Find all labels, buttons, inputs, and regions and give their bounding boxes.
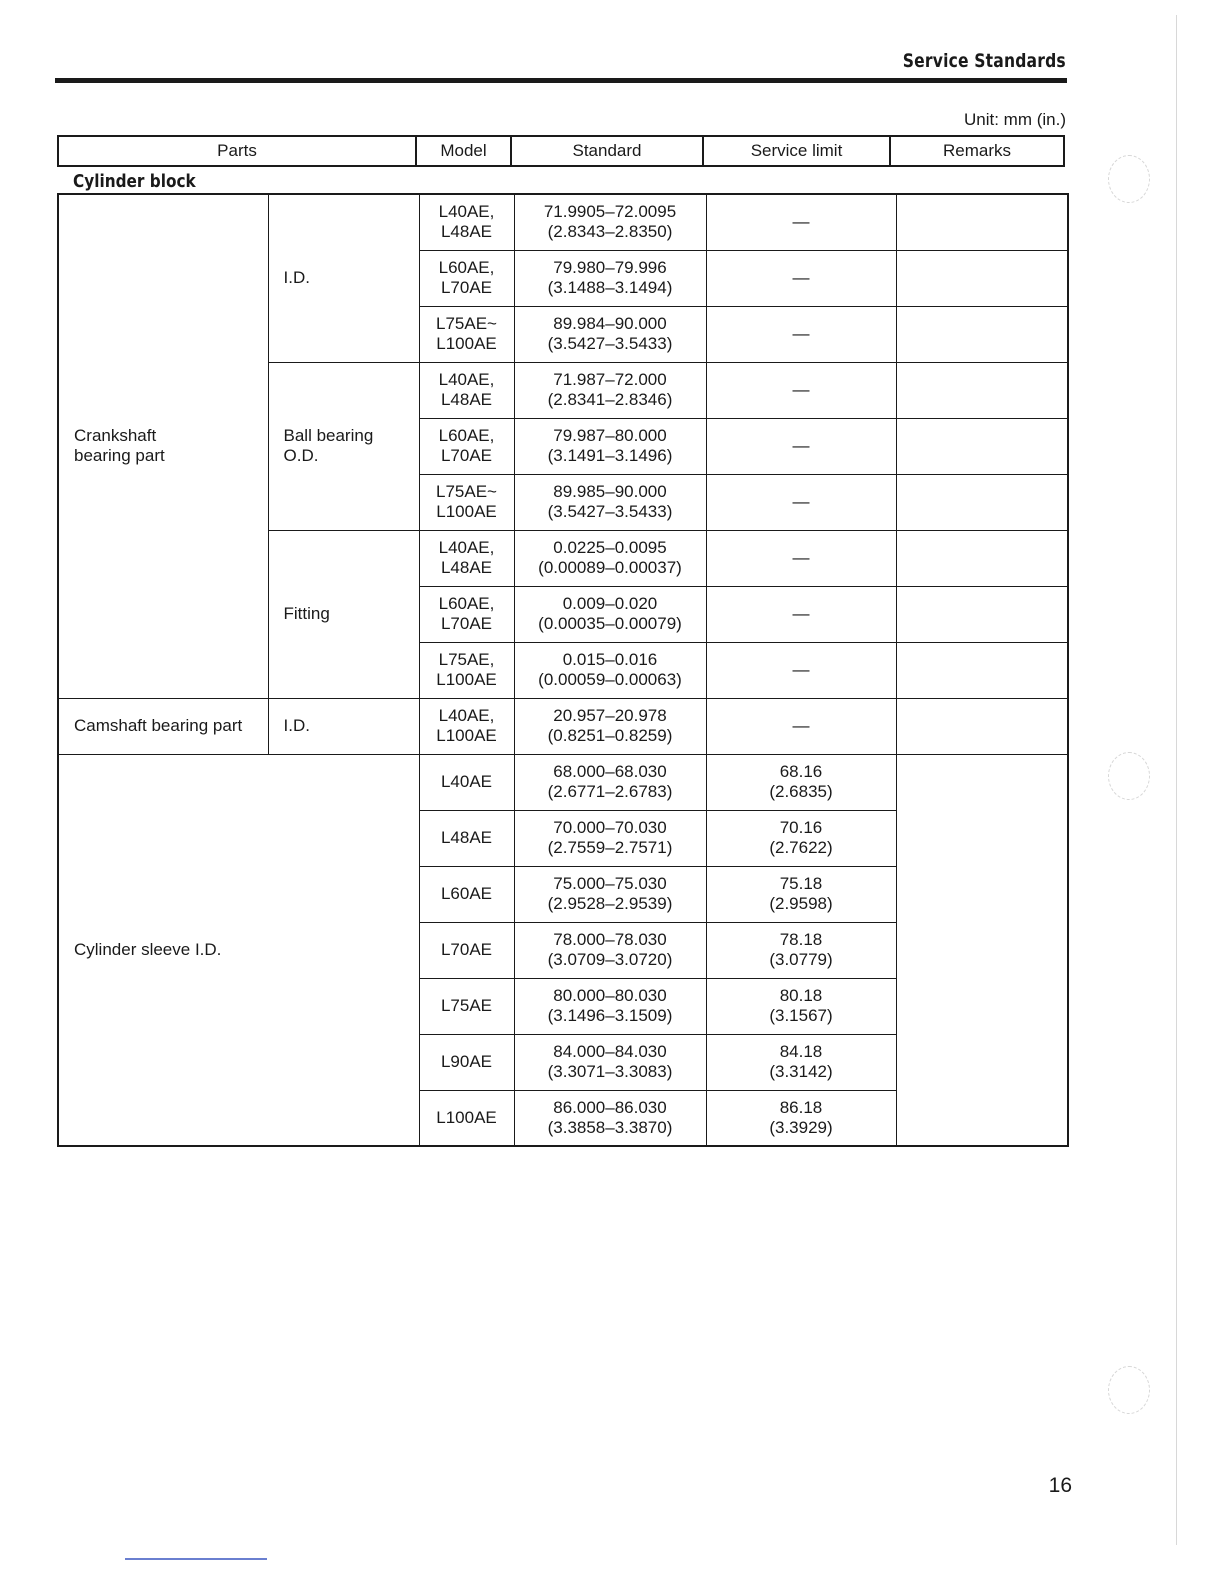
- service-limit-cell: [706, 530, 896, 586]
- standard-cell-line: (0.00089–0.00037): [538, 558, 682, 577]
- service-limit-cell: [706, 866, 896, 922]
- model-cell-line: L40AE,: [438, 202, 495, 222]
- service-limit-cell: [706, 698, 896, 754]
- punch-hole-bottom: [1108, 1366, 1150, 1414]
- service-limit-cell: [706, 586, 896, 642]
- standard-cell-line: (0.8251–0.8259): [547, 726, 673, 745]
- standard-cell-line: (3.3071–3.3083): [547, 1062, 673, 1081]
- standard-cell-line: 70.000–70.030: [553, 818, 667, 837]
- standard-cell-line: (2.8341–2.8346): [547, 390, 673, 409]
- column-header-remarks: Remarks: [890, 136, 1064, 166]
- standard-cell-line: (3.1488–3.1494): [547, 278, 673, 297]
- model-cell-line: L40AE,: [438, 706, 495, 725]
- model-cell-line: L48AE: [440, 828, 493, 847]
- service-limit-cell-line: 68.16: [779, 762, 823, 781]
- standard-cell: [514, 978, 706, 1034]
- standard-cell: [514, 1090, 706, 1146]
- standard-cell: [514, 922, 706, 978]
- subgroup-fitting: [268, 530, 419, 698]
- service-limit-cell: [706, 922, 896, 978]
- service-limit-cell: [706, 418, 896, 474]
- model-cell-line: L70AE: [440, 278, 493, 297]
- model-cell: [419, 194, 514, 250]
- standard-cell-line: (2.9528–2.9539): [547, 894, 673, 913]
- standard-cell: [514, 810, 706, 866]
- standard-cell: [514, 474, 706, 530]
- subgroup-ball-bearing-line: Ball bearing: [283, 426, 374, 445]
- model-cell-line: L75AE: [440, 996, 493, 1015]
- column-header-table: [57, 135, 1065, 167]
- model-cell: [419, 810, 514, 866]
- service-limit-cell-line: —: [792, 436, 810, 455]
- model-cell-line: L70AE: [440, 446, 493, 465]
- page-number: 16: [1048, 1474, 1072, 1497]
- column-header-parts: Parts: [58, 136, 416, 166]
- model-cell: [419, 250, 514, 306]
- model-cell: [419, 530, 514, 586]
- model-cell-line: L100AE: [436, 670, 497, 689]
- model-cell: [419, 586, 514, 642]
- model-cell: [419, 754, 514, 810]
- model-cell-line: L100AE: [436, 334, 497, 353]
- table-row: [58, 194, 1068, 250]
- model-cell: [419, 866, 514, 922]
- service-limit-cell-line: (3.0779): [769, 950, 833, 969]
- standard-cell-line: 0.0225–0.0095: [553, 538, 667, 557]
- standard-cell: [514, 362, 706, 418]
- subgroup-ball-bearing-line: O.D.: [283, 446, 319, 465]
- model-cell: [419, 922, 514, 978]
- model-cell-line: L75AE,: [438, 650, 495, 669]
- model-cell-line: L75AE~: [436, 314, 497, 333]
- remarks-cell: [896, 250, 1068, 306]
- service-limit-cell: [706, 810, 896, 866]
- service-limit-cell: [706, 754, 896, 810]
- model-cell: [419, 306, 514, 362]
- model-cell: [419, 978, 514, 1034]
- service-limit-cell-line: (3.1567): [769, 1006, 833, 1025]
- standard-cell-line: 0.015–0.016: [562, 650, 658, 669]
- service-limit-cell-line: (2.7622): [769, 838, 833, 857]
- model-cell-line: L60AE,: [438, 594, 495, 613]
- service-limit-cell-line: —: [792, 492, 810, 511]
- group-cylinder-sleeve-line: Cylinder sleeve I.D.: [74, 939, 222, 959]
- standard-cell-line: (3.1491–3.1496): [547, 446, 673, 465]
- standard-cell-line: 84.000–84.030: [553, 1042, 667, 1061]
- standard-cell-line: 80.000–80.030: [553, 986, 667, 1005]
- model-cell: [419, 362, 514, 418]
- service-limit-cell: [706, 362, 896, 418]
- service-limit-cell-line: 80.18: [779, 986, 823, 1005]
- group-crankshaft: [58, 194, 268, 698]
- standard-cell-line: (3.0709–3.0720): [547, 950, 673, 969]
- model-cell-line: L48AE: [440, 390, 493, 409]
- subgroup-fitting-line: Fitting: [283, 604, 330, 623]
- standard-cell: [514, 866, 706, 922]
- standard-cell: [514, 418, 706, 474]
- model-cell: [419, 1090, 514, 1146]
- service-limit-cell-line: —: [792, 660, 810, 679]
- model-cell: [419, 642, 514, 698]
- subgroup-id: [268, 194, 419, 362]
- model-cell-line: L60AE,: [438, 258, 495, 277]
- remarks-cell: [896, 194, 1068, 250]
- service-limit-cell-line: —: [792, 716, 810, 735]
- model-cell-line: L100AE: [436, 726, 497, 745]
- subgroup-id-line: I.D.: [283, 268, 310, 288]
- subgroup-cam-id-line: I.D.: [283, 716, 310, 735]
- service-limit-cell: [706, 978, 896, 1034]
- standard-cell: [514, 194, 706, 250]
- model-cell-line: L60AE: [440, 884, 493, 903]
- model-cell: [419, 418, 514, 474]
- standard-cell-line: (2.6771–2.6783): [547, 782, 673, 801]
- standard-cell: [514, 250, 706, 306]
- standard-cell-line: (2.8343–2.8350): [547, 222, 673, 242]
- service-limit-cell-line: (3.3929): [769, 1117, 833, 1137]
- unit-label: Unit: mm (in.): [964, 110, 1066, 129]
- standard-cell-line: 68.000–68.030: [553, 762, 667, 781]
- column-header-service-limit: Service limit: [703, 136, 890, 166]
- model-cell-line: L40AE: [440, 772, 493, 791]
- standard-cell-line: 89.984–90.000: [553, 314, 667, 333]
- model-cell-line: L48AE: [440, 558, 493, 577]
- service-limit-cell-line: —: [792, 212, 810, 232]
- service-limit-cell-line: 84.18: [779, 1042, 823, 1061]
- remarks-cell: [896, 362, 1068, 418]
- section-title: Cylinder block: [73, 171, 196, 192]
- service-limit-cell: [706, 194, 896, 250]
- remarks-cell: [896, 698, 1068, 754]
- service-limit-cell: [706, 474, 896, 530]
- table-row: [58, 754, 1068, 810]
- remarks-cell: [896, 306, 1068, 362]
- footer-line: [125, 1558, 267, 1560]
- service-limit-cell: [706, 1090, 896, 1146]
- standard-cell-line: (2.7559–2.7571): [547, 838, 673, 857]
- standard-cell-line: 20.957–20.978: [553, 706, 667, 725]
- model-cell-line: L40AE,: [438, 370, 495, 389]
- remarks-cell: [896, 474, 1068, 530]
- service-limit-cell-line: —: [792, 324, 810, 343]
- subgroup-cam-id: [268, 698, 419, 754]
- standard-cell-line: 78.000–78.030: [553, 930, 667, 949]
- standard-cell-line: (3.5427–3.5433): [547, 334, 673, 353]
- header-rule: [55, 78, 1067, 83]
- subgroup-ball-bearing: [268, 362, 419, 530]
- model-cell-line: L70AE: [440, 940, 493, 959]
- service-limit-cell: [706, 642, 896, 698]
- standard-cell: [514, 642, 706, 698]
- standard-cell: [514, 698, 706, 754]
- service-limit-cell: [706, 250, 896, 306]
- standard-cell-line: (3.5427–3.5433): [547, 502, 673, 521]
- model-cell: [419, 698, 514, 754]
- service-limit-cell-line: —: [792, 548, 810, 567]
- model-cell-line: L60AE,: [438, 426, 495, 445]
- remarks-cell: [896, 754, 1068, 1146]
- standard-cell: [514, 1034, 706, 1090]
- standard-cell-line: 89.985–90.000: [553, 482, 667, 501]
- remarks-cell: [896, 530, 1068, 586]
- standard-cell-line: (3.1496–3.1509): [547, 1006, 673, 1025]
- standard-cell: [514, 306, 706, 362]
- service-limit-cell: [706, 1034, 896, 1090]
- page-header-title: Service Standards: [902, 50, 1066, 72]
- punch-hole-middle: [1108, 752, 1150, 800]
- remarks-cell: [896, 586, 1068, 642]
- model-cell-line: L70AE: [440, 614, 493, 633]
- standard-cell-line: (0.00035–0.00079): [538, 614, 682, 633]
- remarks-cell: [896, 418, 1068, 474]
- standard-cell: [514, 530, 706, 586]
- group-camshaft-line: Camshaft bearing part: [74, 716, 243, 735]
- standard-cell-line: 79.980–79.996: [553, 258, 667, 277]
- standard-cell-line: 71.987–72.000: [553, 370, 667, 389]
- service-limit-cell-line: —: [792, 604, 810, 623]
- group-cylinder-sleeve: [58, 754, 419, 1146]
- standard-cell-line: 75.000–75.030: [553, 874, 667, 893]
- group-camshaft: [58, 698, 268, 754]
- service-limit-cell-line: 75.18: [779, 874, 823, 893]
- service-limit-cell-line: (2.6835): [769, 782, 833, 801]
- service-limit-cell-line: (3.3142): [769, 1062, 833, 1081]
- remarks-cell: [896, 642, 1068, 698]
- standard-cell-line: (0.00059–0.00063): [538, 670, 682, 689]
- cylinder-block-table: [57, 193, 1069, 1147]
- service-limit-cell-line: 78.18: [779, 930, 823, 949]
- service-limit-cell-line: —: [792, 268, 810, 287]
- standard-cell-line: (3.3858–3.3870): [547, 1117, 673, 1137]
- standard-cell-line: 71.9905–72.0095: [543, 202, 677, 222]
- standard-cell-line: 86.000–86.030: [553, 1097, 667, 1117]
- column-header-standard: Standard: [511, 136, 703, 166]
- group-crankshaft-line: bearing part: [74, 446, 165, 466]
- model-cell-line: L40AE,: [438, 538, 495, 557]
- standard-cell-line: 0.009–0.020: [562, 594, 658, 613]
- model-cell-line: L90AE: [440, 1052, 493, 1071]
- model-cell-line: L75AE~: [436, 482, 497, 501]
- service-limit-cell-line: —: [792, 380, 810, 399]
- model-cell: [419, 1034, 514, 1090]
- standard-cell: [514, 754, 706, 810]
- service-limit-cell-line: (2.9598): [769, 894, 833, 913]
- model-cell: [419, 474, 514, 530]
- model-cell-line: L100AE: [436, 1107, 497, 1127]
- service-limit-cell-line: 86.18: [779, 1097, 823, 1117]
- service-limit-cell: [706, 306, 896, 362]
- standard-cell-line: 79.987–80.000: [553, 426, 667, 445]
- column-header-model: Model: [416, 136, 511, 166]
- model-cell-line: L48AE: [440, 222, 493, 242]
- table-row: [58, 698, 1068, 754]
- group-crankshaft-line: Crankshaft: [74, 426, 157, 446]
- service-limit-cell-line: 70.16: [779, 818, 823, 837]
- model-cell-line: L100AE: [436, 502, 497, 521]
- punch-hole-top: [1108, 155, 1150, 203]
- margin-rule: [1176, 15, 1177, 1545]
- standard-cell: [514, 586, 706, 642]
